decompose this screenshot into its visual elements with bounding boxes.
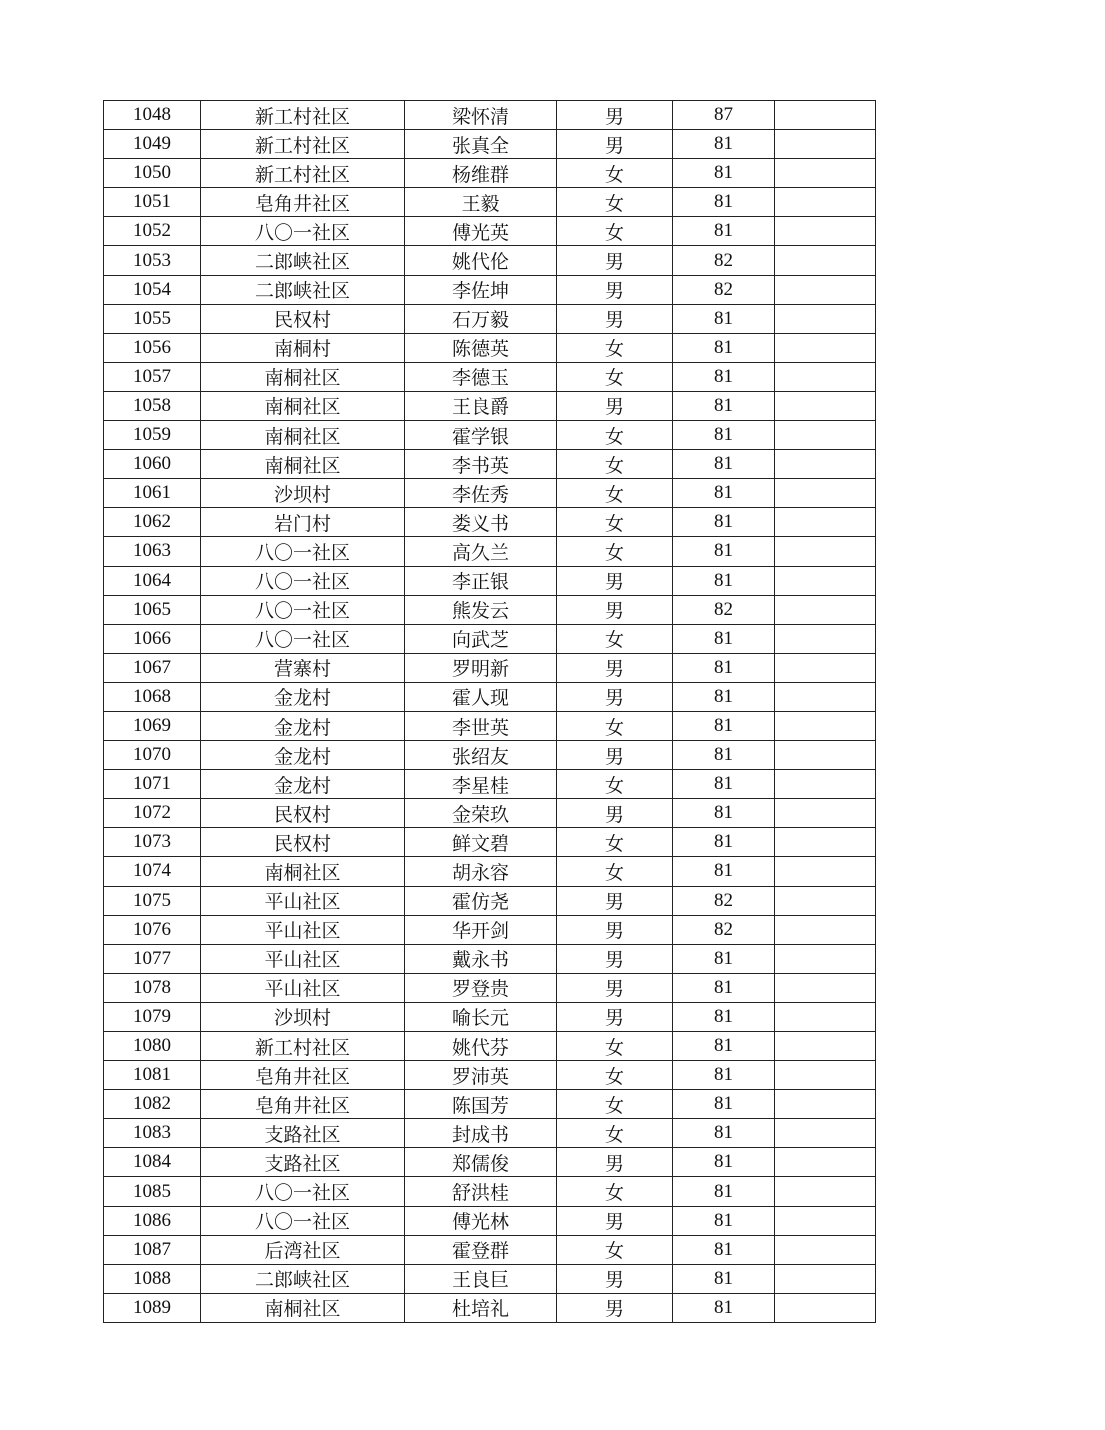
cell-gender: 女 (557, 188, 673, 217)
cell-name: 傅光林 (405, 1206, 557, 1235)
table-row (104, 886, 876, 915)
table-row (104, 421, 876, 450)
cell-note (775, 159, 876, 188)
cell-age: 82 (673, 595, 775, 624)
cell-community: 八〇一社区 (201, 1177, 405, 1206)
cell-age: 81 (673, 711, 775, 740)
cell-age: 81 (673, 333, 775, 362)
cell-note (775, 1148, 876, 1177)
table-row (104, 711, 876, 740)
cell-gender: 男 (557, 275, 673, 304)
cell-gender: 女 (557, 362, 673, 391)
cell-age: 81 (673, 159, 775, 188)
cell-note (775, 188, 876, 217)
cell-serial: 1079 (104, 1002, 201, 1031)
table-row (104, 915, 876, 944)
cell-age: 81 (673, 1148, 775, 1177)
cell-community: 八〇一社区 (201, 595, 405, 624)
cell-gender: 男 (557, 130, 673, 159)
cell-serial: 1063 (104, 537, 201, 566)
cell-age: 81 (673, 1293, 775, 1322)
cell-gender: 男 (557, 973, 673, 1002)
cell-gender: 男 (557, 1264, 673, 1293)
cell-age: 82 (673, 275, 775, 304)
cell-community: 二郎峡社区 (201, 275, 405, 304)
table-row (104, 1177, 876, 1206)
cell-gender: 男 (557, 1206, 673, 1235)
cell-name: 王毅 (405, 188, 557, 217)
cell-note (775, 275, 876, 304)
cell-age: 81 (673, 1206, 775, 1235)
cell-community: 八〇一社区 (201, 537, 405, 566)
cell-gender: 男 (557, 653, 673, 682)
roster-table (103, 100, 876, 1323)
cell-gender: 男 (557, 682, 673, 711)
cell-gender: 女 (557, 1090, 673, 1119)
cell-name: 向武芝 (405, 624, 557, 653)
cell-community: 南桐社区 (201, 857, 405, 886)
cell-name: 熊发云 (405, 595, 557, 624)
cell-age: 81 (673, 973, 775, 1002)
cell-note (775, 1032, 876, 1061)
cell-age: 81 (673, 566, 775, 595)
cell-age: 87 (673, 101, 775, 130)
cell-note (775, 1119, 876, 1148)
cell-gender: 男 (557, 595, 673, 624)
cell-serial: 1070 (104, 741, 201, 770)
cell-age: 81 (673, 130, 775, 159)
cell-serial: 1055 (104, 304, 201, 333)
cell-serial: 1084 (104, 1148, 201, 1177)
cell-name: 金荣玖 (405, 799, 557, 828)
cell-community: 二郎峡社区 (201, 246, 405, 275)
cell-name: 李星桂 (405, 770, 557, 799)
cell-gender: 女 (557, 333, 673, 362)
cell-age: 81 (673, 1264, 775, 1293)
table-row (104, 246, 876, 275)
cell-community: 八〇一社区 (201, 217, 405, 246)
cell-age: 81 (673, 362, 775, 391)
cell-gender: 女 (557, 450, 673, 479)
cell-name: 封成书 (405, 1119, 557, 1148)
cell-community: 金龙村 (201, 741, 405, 770)
table-row (104, 362, 876, 391)
cell-note (775, 479, 876, 508)
cell-gender: 女 (557, 857, 673, 886)
cell-community: 八〇一社区 (201, 566, 405, 595)
cell-note (775, 624, 876, 653)
cell-age: 81 (673, 624, 775, 653)
cell-serial: 1089 (104, 1293, 201, 1322)
cell-community: 南桐村 (201, 333, 405, 362)
table-row (104, 508, 876, 537)
cell-note (775, 101, 876, 130)
table-row (104, 566, 876, 595)
cell-note (775, 711, 876, 740)
cell-note (775, 915, 876, 944)
cell-serial: 1051 (104, 188, 201, 217)
table-row (104, 275, 876, 304)
cell-gender: 女 (557, 711, 673, 740)
cell-name: 李书英 (405, 450, 557, 479)
cell-serial: 1086 (104, 1206, 201, 1235)
cell-age: 81 (673, 1119, 775, 1148)
cell-serial: 1071 (104, 770, 201, 799)
table-row (104, 799, 876, 828)
cell-name: 石万毅 (405, 304, 557, 333)
table-row (104, 1206, 876, 1235)
table-row (104, 537, 876, 566)
cell-age: 81 (673, 1032, 775, 1061)
table-row (104, 1032, 876, 1061)
cell-name: 姚代伦 (405, 246, 557, 275)
cell-community: 新工村社区 (201, 101, 405, 130)
cell-name: 李佐坤 (405, 275, 557, 304)
cell-gender: 女 (557, 479, 673, 508)
cell-serial: 1080 (104, 1032, 201, 1061)
cell-note (775, 304, 876, 333)
cell-serial: 1067 (104, 653, 201, 682)
table-row (104, 624, 876, 653)
cell-name: 李世英 (405, 711, 557, 740)
cell-name: 霍仿尧 (405, 886, 557, 915)
table-row (104, 1061, 876, 1090)
cell-name: 姚代芬 (405, 1032, 557, 1061)
cell-community: 平山社区 (201, 973, 405, 1002)
cell-community: 南桐社区 (201, 391, 405, 420)
cell-note (775, 391, 876, 420)
cell-serial: 1064 (104, 566, 201, 595)
cell-serial: 1069 (104, 711, 201, 740)
cell-gender: 男 (557, 741, 673, 770)
cell-serial: 1053 (104, 246, 201, 275)
table-body (104, 101, 876, 1323)
cell-age: 81 (673, 1002, 775, 1031)
cell-note (775, 362, 876, 391)
cell-age: 81 (673, 450, 775, 479)
cell-serial: 1078 (104, 973, 201, 1002)
cell-note (775, 1293, 876, 1322)
cell-gender: 女 (557, 828, 673, 857)
cell-name: 霍人现 (405, 682, 557, 711)
cell-name: 李佐秀 (405, 479, 557, 508)
cell-note (775, 741, 876, 770)
cell-note (775, 1235, 876, 1264)
cell-serial: 1077 (104, 944, 201, 973)
table-row (104, 741, 876, 770)
cell-name: 罗明新 (405, 653, 557, 682)
cell-name: 戴永书 (405, 944, 557, 973)
cell-community: 营寨村 (201, 653, 405, 682)
cell-serial: 1050 (104, 159, 201, 188)
cell-note (775, 857, 876, 886)
cell-name: 鲜文碧 (405, 828, 557, 857)
table-row (104, 770, 876, 799)
cell-community: 新工村社区 (201, 1032, 405, 1061)
cell-name: 喻长元 (405, 1002, 557, 1031)
cell-note (775, 1206, 876, 1235)
cell-serial: 1088 (104, 1264, 201, 1293)
cell-age: 81 (673, 537, 775, 566)
cell-gender: 女 (557, 624, 673, 653)
table-row (104, 973, 876, 1002)
cell-age: 81 (673, 1061, 775, 1090)
cell-name: 胡永容 (405, 857, 557, 886)
cell-serial: 1048 (104, 101, 201, 130)
cell-name: 王良爵 (405, 391, 557, 420)
cell-serial: 1057 (104, 362, 201, 391)
cell-serial: 1076 (104, 915, 201, 944)
table-row (104, 1119, 876, 1148)
cell-serial: 1062 (104, 508, 201, 537)
cell-serial: 1083 (104, 1119, 201, 1148)
table-row (104, 595, 876, 624)
cell-note (775, 217, 876, 246)
table-row (104, 1264, 876, 1293)
cell-age: 81 (673, 1235, 775, 1264)
cell-serial: 1074 (104, 857, 201, 886)
cell-name: 杨维群 (405, 159, 557, 188)
cell-note (775, 1264, 876, 1293)
cell-age: 81 (673, 1177, 775, 1206)
cell-age: 81 (673, 653, 775, 682)
cell-gender: 男 (557, 1293, 673, 1322)
cell-name: 张真全 (405, 130, 557, 159)
cell-community: 后湾社区 (201, 1235, 405, 1264)
cell-serial: 1052 (104, 217, 201, 246)
table-row (104, 130, 876, 159)
cell-note (775, 973, 876, 1002)
cell-note (775, 595, 876, 624)
table-row (104, 333, 876, 362)
table-row (104, 828, 876, 857)
cell-note (775, 828, 876, 857)
cell-community: 南桐社区 (201, 421, 405, 450)
cell-serial: 1059 (104, 421, 201, 450)
cell-age: 81 (673, 217, 775, 246)
cell-age: 81 (673, 304, 775, 333)
cell-gender: 女 (557, 1235, 673, 1264)
cell-serial: 1082 (104, 1090, 201, 1119)
cell-community: 支路社区 (201, 1119, 405, 1148)
cell-community: 皂角井社区 (201, 1090, 405, 1119)
cell-name: 李德玉 (405, 362, 557, 391)
cell-serial: 1054 (104, 275, 201, 304)
cell-name: 罗沛英 (405, 1061, 557, 1090)
cell-gender: 男 (557, 246, 673, 275)
table-row (104, 391, 876, 420)
cell-community: 岩门村 (201, 508, 405, 537)
cell-note (775, 333, 876, 362)
cell-community: 金龙村 (201, 711, 405, 740)
cell-gender: 男 (557, 1148, 673, 1177)
cell-community: 南桐社区 (201, 1293, 405, 1322)
cell-note (775, 566, 876, 595)
cell-gender: 男 (557, 101, 673, 130)
cell-community: 南桐社区 (201, 450, 405, 479)
cell-serial: 1065 (104, 595, 201, 624)
cell-gender: 女 (557, 1177, 673, 1206)
table-row (104, 1235, 876, 1264)
cell-name: 郑儒俊 (405, 1148, 557, 1177)
cell-community: 八〇一社区 (201, 624, 405, 653)
cell-name: 王良巨 (405, 1264, 557, 1293)
cell-age: 81 (673, 828, 775, 857)
cell-note (775, 1002, 876, 1031)
cell-community: 民权村 (201, 304, 405, 333)
cell-community: 沙坝村 (201, 479, 405, 508)
cell-community: 金龙村 (201, 682, 405, 711)
cell-name: 舒洪桂 (405, 1177, 557, 1206)
cell-name: 傅光英 (405, 217, 557, 246)
cell-serial: 1061 (104, 479, 201, 508)
table-row (104, 1293, 876, 1322)
table-row (104, 653, 876, 682)
cell-note (775, 450, 876, 479)
cell-serial: 1066 (104, 624, 201, 653)
cell-note (775, 421, 876, 450)
cell-age: 81 (673, 421, 775, 450)
cell-age: 82 (673, 246, 775, 275)
cell-gender: 男 (557, 391, 673, 420)
cell-age: 81 (673, 741, 775, 770)
table-row (104, 1002, 876, 1031)
cell-gender: 男 (557, 886, 673, 915)
table-row (104, 1090, 876, 1119)
cell-note (775, 682, 876, 711)
cell-note (775, 130, 876, 159)
table-row (104, 188, 876, 217)
cell-serial: 1075 (104, 886, 201, 915)
cell-community: 新工村社区 (201, 159, 405, 188)
cell-community: 支路社区 (201, 1148, 405, 1177)
cell-gender: 女 (557, 508, 673, 537)
table-row (104, 159, 876, 188)
cell-gender: 女 (557, 1032, 673, 1061)
cell-gender: 女 (557, 770, 673, 799)
cell-name: 张绍友 (405, 741, 557, 770)
cell-gender: 女 (557, 1061, 673, 1090)
cell-serial: 1072 (104, 799, 201, 828)
cell-community: 皂角井社区 (201, 188, 405, 217)
cell-note (775, 799, 876, 828)
cell-community: 二郎峡社区 (201, 1264, 405, 1293)
cell-name: 娄义书 (405, 508, 557, 537)
cell-age: 81 (673, 944, 775, 973)
cell-note (775, 1090, 876, 1119)
cell-community: 民权村 (201, 799, 405, 828)
cell-serial: 1068 (104, 682, 201, 711)
cell-name: 陈德英 (405, 333, 557, 362)
cell-community: 金龙村 (201, 770, 405, 799)
cell-community: 沙坝村 (201, 1002, 405, 1031)
cell-age: 82 (673, 886, 775, 915)
table-row (104, 450, 876, 479)
cell-gender: 男 (557, 799, 673, 828)
cell-note (775, 508, 876, 537)
cell-serial: 1085 (104, 1177, 201, 1206)
cell-age: 81 (673, 857, 775, 886)
cell-note (775, 537, 876, 566)
table-row (104, 857, 876, 886)
cell-name: 高久兰 (405, 537, 557, 566)
cell-gender: 男 (557, 566, 673, 595)
cell-age: 81 (673, 188, 775, 217)
cell-name: 霍学银 (405, 421, 557, 450)
cell-gender: 男 (557, 915, 673, 944)
cell-community: 民权村 (201, 828, 405, 857)
cell-note (775, 1061, 876, 1090)
cell-age: 81 (673, 391, 775, 420)
table-row (104, 101, 876, 130)
cell-name: 陈国芳 (405, 1090, 557, 1119)
cell-age: 81 (673, 799, 775, 828)
cell-serial: 1073 (104, 828, 201, 857)
cell-note (775, 1177, 876, 1206)
cell-gender: 女 (557, 421, 673, 450)
cell-community: 八〇一社区 (201, 1206, 405, 1235)
cell-serial: 1049 (104, 130, 201, 159)
cell-name: 华开剑 (405, 915, 557, 944)
cell-name: 李正银 (405, 566, 557, 595)
cell-community: 皂角井社区 (201, 1061, 405, 1090)
cell-note (775, 944, 876, 973)
table-row (104, 1148, 876, 1177)
cell-gender: 男 (557, 944, 673, 973)
table-row (104, 304, 876, 333)
cell-gender: 男 (557, 304, 673, 333)
cell-gender: 男 (557, 1002, 673, 1031)
cell-note (775, 246, 876, 275)
cell-note (775, 653, 876, 682)
cell-community: 平山社区 (201, 915, 405, 944)
table-row (104, 682, 876, 711)
cell-community: 平山社区 (201, 886, 405, 915)
cell-gender: 女 (557, 537, 673, 566)
cell-community: 平山社区 (201, 944, 405, 973)
cell-age: 81 (673, 508, 775, 537)
cell-serial: 1087 (104, 1235, 201, 1264)
cell-gender: 女 (557, 159, 673, 188)
table-row (104, 217, 876, 246)
cell-name: 罗登贵 (405, 973, 557, 1002)
table-row (104, 479, 876, 508)
cell-gender: 女 (557, 1119, 673, 1148)
cell-name: 杜培礼 (405, 1293, 557, 1322)
cell-serial: 1060 (104, 450, 201, 479)
cell-age: 81 (673, 479, 775, 508)
cell-serial: 1058 (104, 391, 201, 420)
cell-name: 霍登群 (405, 1235, 557, 1264)
cell-age: 81 (673, 770, 775, 799)
cell-age: 82 (673, 915, 775, 944)
cell-note (775, 886, 876, 915)
cell-note (775, 770, 876, 799)
cell-community: 南桐社区 (201, 362, 405, 391)
cell-serial: 1081 (104, 1061, 201, 1090)
cell-community: 新工村社区 (201, 130, 405, 159)
cell-gender: 女 (557, 217, 673, 246)
cell-name: 梁怀清 (405, 101, 557, 130)
cell-age: 81 (673, 1090, 775, 1119)
cell-age: 81 (673, 682, 775, 711)
table-row (104, 944, 876, 973)
cell-serial: 1056 (104, 333, 201, 362)
